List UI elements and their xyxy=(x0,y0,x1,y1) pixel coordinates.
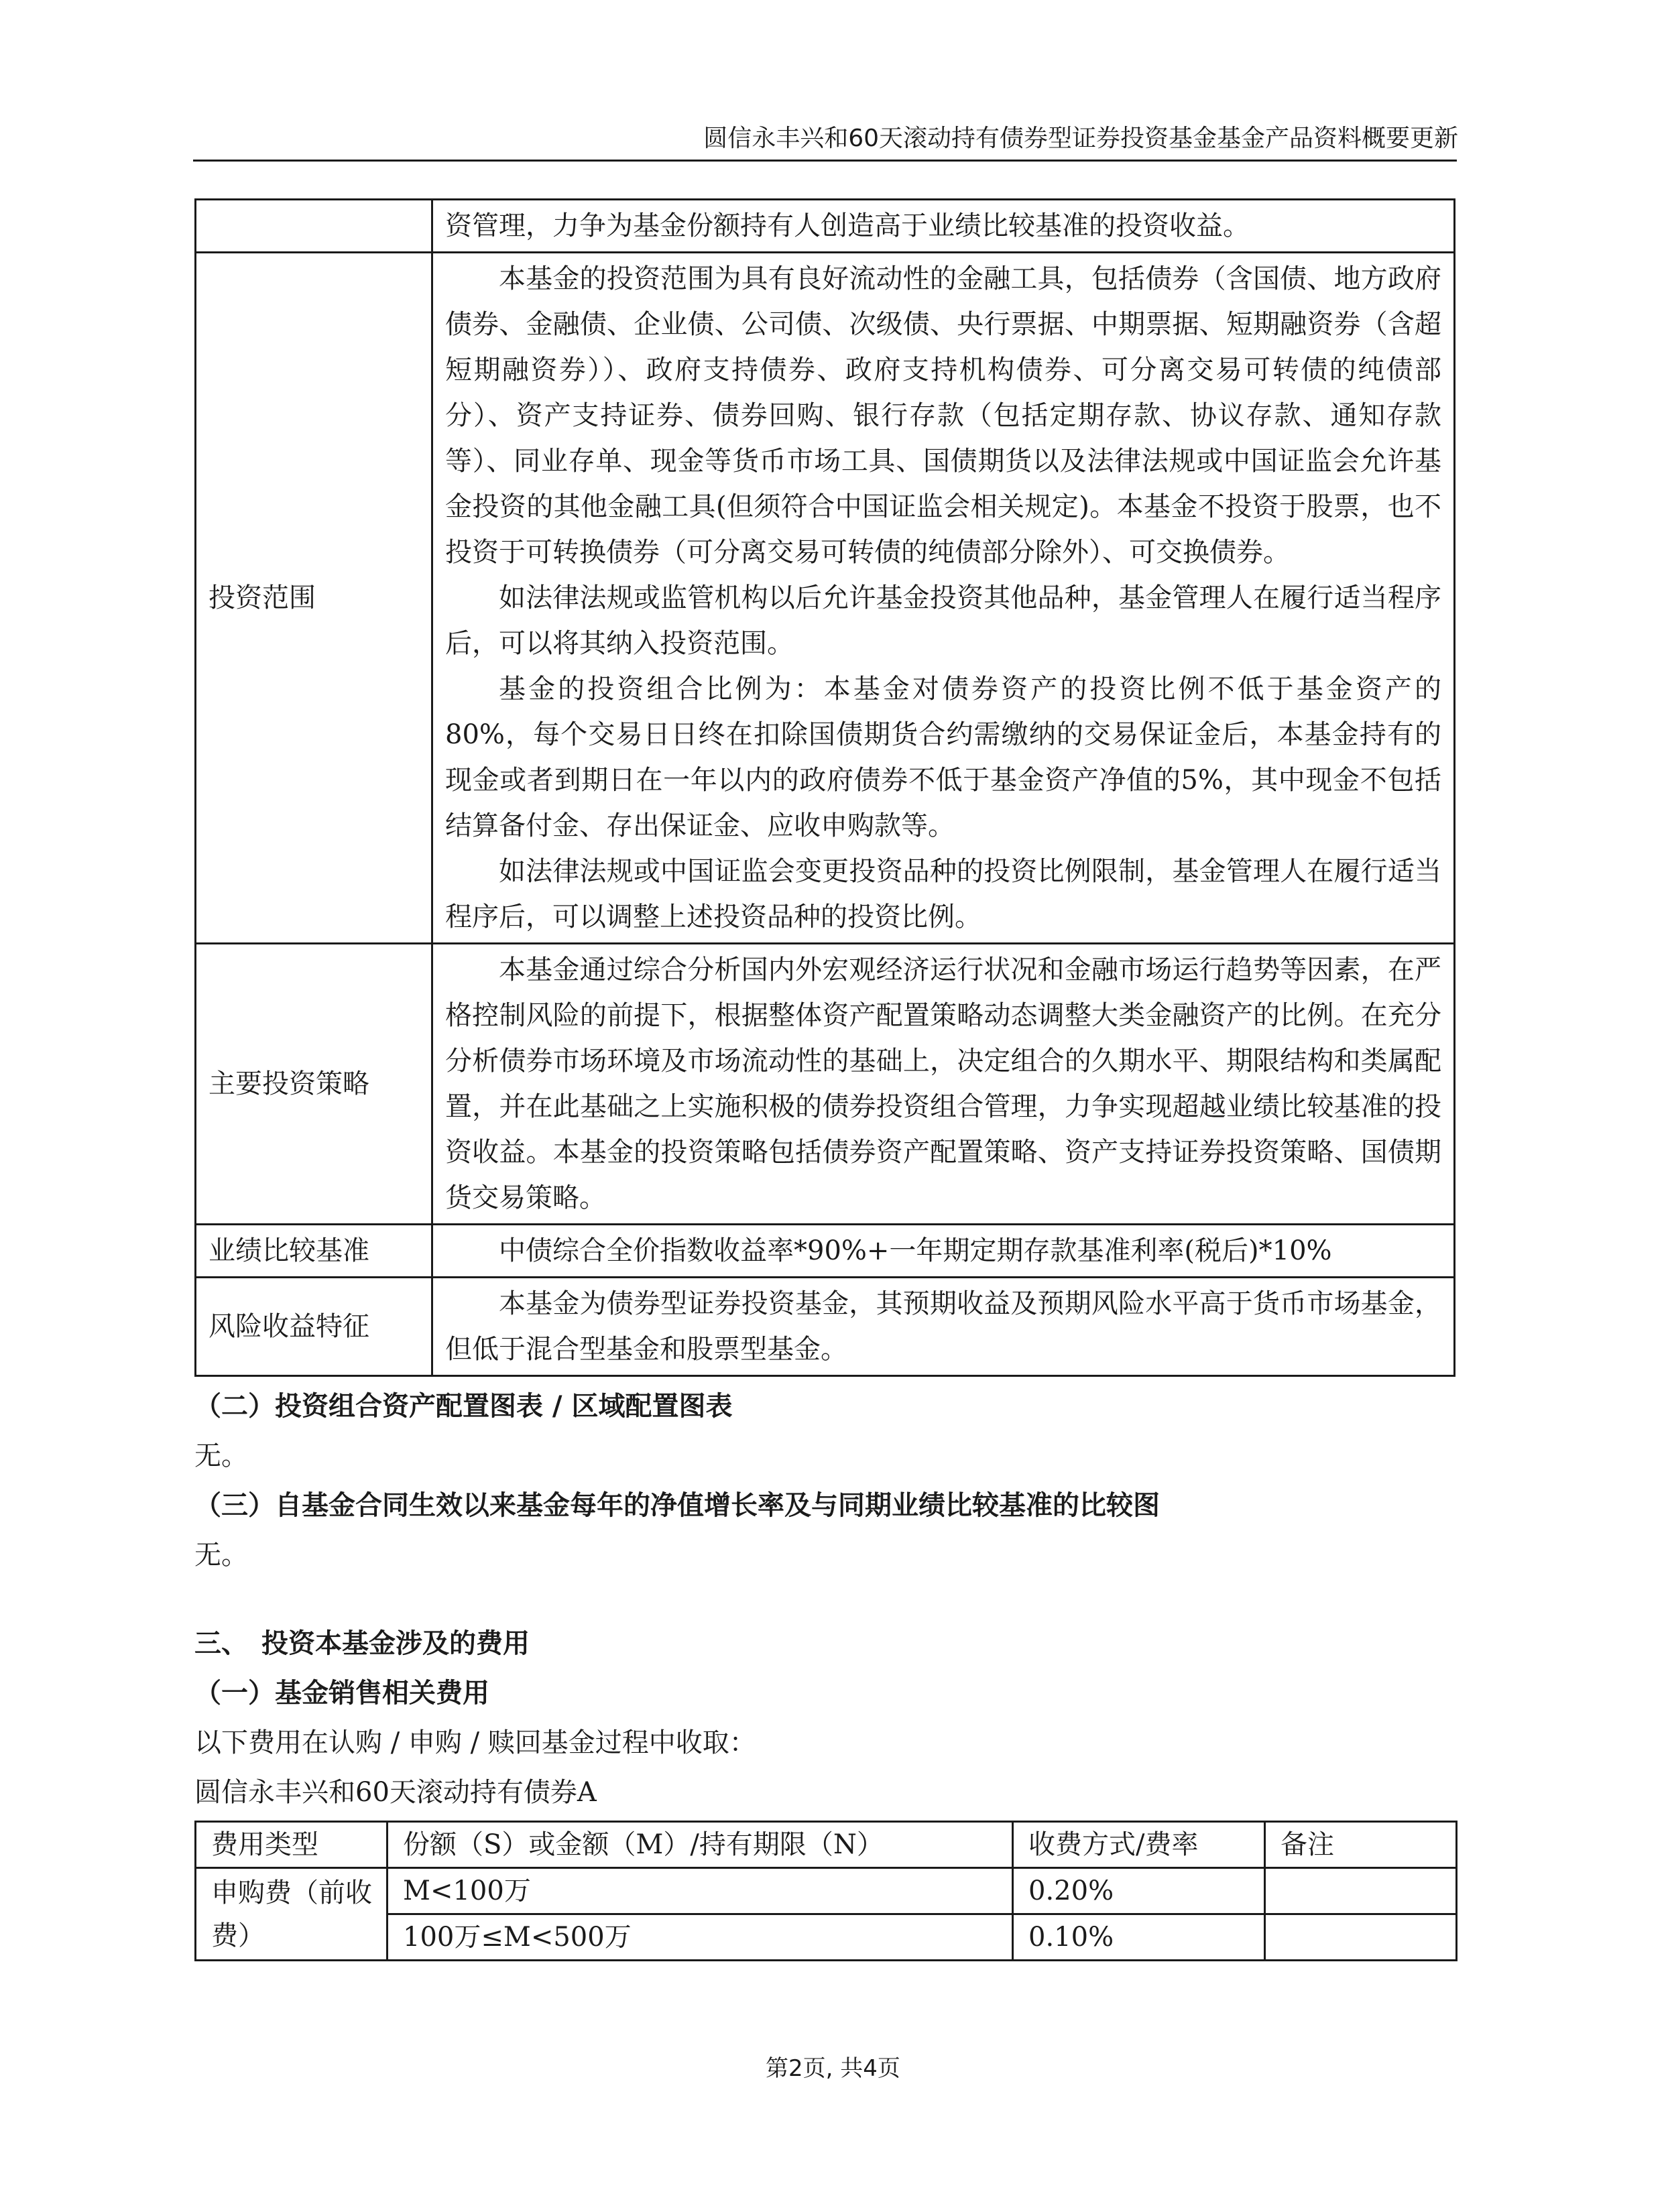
section-heading-asset-allocation: （二）投资组合资产配置图表 / 区域配置图表 xyxy=(194,1391,733,1422)
investment-info-table xyxy=(194,198,1455,1377)
range-cell: M<100万 xyxy=(388,1868,1013,1914)
table-row xyxy=(196,1868,1457,1914)
rate-cell: 0.20% xyxy=(1013,1868,1265,1914)
column-header: 费用类型 xyxy=(196,1822,388,1868)
paragraph: 本基金为债券型证券投资基金，其预期收益及预期风险水平高于货币市场基金，但低于混合型基金和股票型基金。 xyxy=(445,1288,1441,1365)
section-heading-fees: 三、 投资本基金涉及的费用 xyxy=(194,1628,530,1659)
section-body: 无。 xyxy=(194,1540,248,1571)
header-divider xyxy=(193,160,1457,162)
fee-type-cell: 申购费（前收费） xyxy=(196,1868,388,1961)
column-header: 份额（S）或金额（M）/持有期限（N） xyxy=(388,1822,1013,1868)
paragraph: 如法律法规或中国证监会变更投资品种的投资比例限制，基金管理人在履行适当程序后，可以调整上述投资品种的投资比例。 xyxy=(445,856,1441,932)
table-row xyxy=(196,1225,1455,1278)
row-label-investment-scope: 投资范围 xyxy=(196,253,432,944)
paragraph: 中债综合全价指数收益率*90%+一年期定期存款基准利率(税后)*10% xyxy=(499,1235,1332,1266)
paragraph: 本基金通过综合分析国内外宏观经济运行状况和金融市场运行趋势等因素，在严格控制风险的前提下，根据整体资产配置策略动态调整大类金融资产的比例。在充分分析债券市场环境及市场流动性的基础上，决定组合的久期水平、期限结构和类属配置，并在此基础之上实施积极的债券投资组合管理，力争实现超越业绩比较基准的投资收益。本基金的投资策略包括债券资产配置策略、资产支持证券投资策略、国债期货交易策略。 xyxy=(445,955,1441,1213)
fee-intro-text: 以下费用在认购 / 申购 / 赎回基金过程中收取： xyxy=(194,1727,756,1758)
table-row xyxy=(196,200,1455,253)
rate-cell: 0.10% xyxy=(1013,1914,1265,1961)
fee-table xyxy=(194,1821,1457,1961)
paragraph: 本基金的投资范围为具有良好流动性的金融工具，包括债券（含国债、地方政府债券、金融债、企业债、公司债、次级债、央行票据、中期票据、短期融资券（含超短期融资券））、政府支持债券、政府支持机构债券、可分离交易可转债的纯债部分）、资产支持证券、债券回购、银行存款（包括定期存款、协议存款、通知存款等）、同业存单、现金等货币市场工具、国债期货以及法律法规或中国证监会允许基金投资的其他金融工具(但须符合中国证监会相关规定)。本基金不投资于股票，也不投资于可转换债券（可分离交易可转债的纯债部分除外）、可交换债券。 xyxy=(445,263,1441,568)
column-header: 备注 xyxy=(1265,1822,1457,1868)
share-class-label: 圆信永丰兴和60天滚动持有债券A xyxy=(194,1777,597,1808)
row-label-strategy: 主要投资策略 xyxy=(196,944,432,1225)
page-number: 第2页, 共4页 xyxy=(766,2055,900,2082)
row-content xyxy=(432,200,1455,253)
range-cell: 100万≤M<500万 xyxy=(388,1914,1013,1961)
note-cell xyxy=(1265,1868,1457,1914)
row-label-risk-return: 风险收益特征 xyxy=(196,1278,432,1376)
paragraph: 如法律法规或监管机构以后允许基金投资其他品种，基金管理人在履行适当程序后，可以将其纳入投资范围。 xyxy=(445,582,1441,659)
section-body: 无。 xyxy=(194,1440,248,1471)
table-row xyxy=(196,253,1455,944)
table-row xyxy=(196,944,1455,1225)
row-content xyxy=(432,944,1455,1225)
section-heading-performance-chart: （三）自基金合同生效以来基金每年的净值增长率及与同期业绩比较基准的比较图 xyxy=(194,1490,1160,1521)
subsection-heading-sales-fees: （一）基金销售相关费用 xyxy=(194,1678,489,1709)
row-content xyxy=(432,1278,1455,1376)
note-cell xyxy=(1265,1914,1457,1961)
row-label-benchmark: 业绩比较基准 xyxy=(196,1225,432,1278)
document-header-title: 圆信永丰兴和60天滚动持有债券型证券投资基金基金产品资料概要更新 xyxy=(703,125,1458,152)
column-header: 收费方式/费率 xyxy=(1013,1822,1265,1868)
paragraph: 基金的投资组合比例为：本基金对债券资产的投资比例不低于基金资产的80%，每个交易日日终在扣除国债期货合约需缴纳的交易保证金后，本基金持有的现金或者到期日在一年以内的政府债券不低于基金资产净值的5%，其中现金不包括结算备付金、存出保证金、应收申购款等。 xyxy=(445,674,1441,841)
row-content xyxy=(432,1225,1455,1278)
fee-table-header-row xyxy=(196,1822,1457,1868)
continuation-text: 资管理，力争为基金份额持有人创造高于业绩比较基准的投资收益。 xyxy=(445,210,1250,241)
row-label xyxy=(196,200,432,253)
row-content xyxy=(432,253,1455,944)
table-row xyxy=(196,1278,1455,1376)
